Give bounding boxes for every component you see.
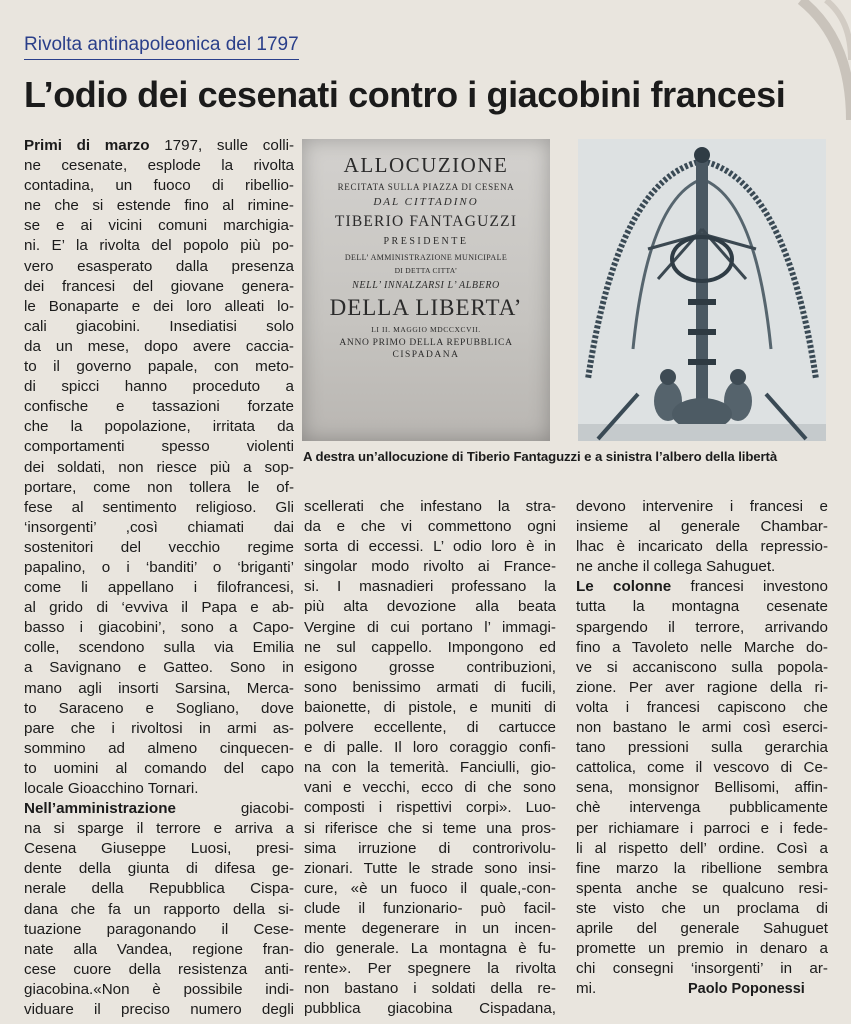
article-kicker: Rivolta antinapoleonica del 1797 — [24, 34, 299, 60]
article-text-line: pubblica giacobina Cispadana, — [304, 1000, 556, 1018]
article-text-line: sostenitori del vecchio regime — [24, 538, 294, 556]
article-text-line: sono benissimo armati di fucili, — [304, 678, 556, 696]
article-text-line: fese al sentimento religioso. Gli — [24, 498, 294, 516]
article-text-line: clude il funzionario- può facil- — [304, 899, 556, 917]
paragraph-lead-continuation: francesi investono — [671, 578, 828, 596]
article-text-line: che la popolazione, irritata da — [24, 418, 294, 436]
allocuzione-line: DELL’ AMMINISTRAZIONE MUNICIPALE — [344, 253, 508, 262]
article-text-line: sima irruzione di controrivolu- — [304, 839, 556, 857]
article-text-line: devono intervenire i francesi e — [576, 498, 828, 515]
article-text-line: ni. E’ la rivolta del popolo più po- — [24, 237, 294, 255]
article-text-line: giacobina.«Non è possibile indi- — [24, 980, 294, 998]
paragraph-lead-continuation: giacobi- — [175, 800, 294, 818]
article-text-line: zione. Per aver ragione della ri- — [576, 678, 828, 696]
article-text-line: come li appellano i filofrancesi, — [24, 579, 294, 597]
article-text-line: tutta la montagna cesenate — [576, 598, 828, 616]
allocuzione-line: DI DETTA CITTA’ — [394, 266, 458, 275]
allocuzione-line: CISPADANA — [392, 350, 460, 360]
allocuzione-line: ALLOCUZIONE — [343, 153, 509, 177]
article-text-line: fine marzo la ribellione sembra — [576, 859, 828, 877]
article-text-line: vero esasperato dalla presenza — [24, 257, 294, 275]
article-text-line — [24, 136, 294, 156]
article-text-line: ste visto che un proclama di — [576, 899, 828, 917]
article-text-line: spenta anche se qualcuno resi- — [576, 879, 828, 897]
liberty-tree-illustration — [578, 139, 826, 441]
article-text-line: papalino, o i ‘banditi’ o ‘briganti’ — [24, 558, 294, 576]
article-text-line: e di palle. Il loro coraggio confi- — [304, 739, 556, 757]
article-text-line: sena, monsignor Bellisomi, affin- — [576, 779, 828, 797]
article-text-line: ‘insorgenti’ ,così chiamati dai — [24, 518, 294, 536]
article-column-3 — [576, 497, 828, 999]
paragraph-lead: Le colonne — [576, 578, 672, 596]
article-text-line: scellerati che infestano la stra- — [304, 498, 556, 515]
article-text-line: pare che i rivoltosi in armi as- — [24, 719, 294, 737]
article-text-line: al grido di ‘evviva il Papa e ab- — [24, 599, 294, 617]
article-text-line: Vergine di cui portano l’ immagi- — [304, 618, 556, 636]
allocuzione-line: DAL CITTADINO — [373, 196, 479, 208]
article-column-2 — [304, 497, 556, 1019]
article-text-line: di spicci hanno proceduto a — [24, 378, 294, 396]
article-headline: L’odio dei cesenati contro i giacobini francesi — [24, 74, 786, 115]
article-text-line: to uomini al comando del capo — [24, 759, 294, 777]
allocuzione-line: RECITATA SULLA PIAZZA DI CESENA — [337, 182, 515, 192]
article-text-line: lhac è incaricato della repressio- — [576, 538, 828, 556]
article-text-line: sommino ad almeno cinquecen- — [24, 739, 294, 757]
article-text-line: volta i francesi capiscono che — [576, 698, 828, 716]
article-text-line — [24, 799, 294, 819]
article-text-line: nate alla Vandea, regione fran- — [24, 940, 294, 958]
article-text-line: na con la temerità. Fanciulli, gio- — [304, 759, 556, 777]
allocuzione-document-photo — [302, 139, 550, 441]
article-text-line: esigono grosse contribuzioni, — [304, 658, 556, 676]
article-text-line: se e ai vicini comuni marchigia- — [24, 217, 294, 235]
article-text-line: per richiamare i parroci e i fede- — [576, 819, 828, 837]
article-text-line: mano agli insorti Sarsina, Merca- — [24, 679, 294, 697]
article-text-line: ne che si estende fino al rimine- — [24, 197, 294, 215]
article-text-line: più alta devozione alla beata — [304, 598, 556, 616]
article-text-line: nerale della Repubblica Cispa- — [24, 880, 294, 898]
article-text-line: chi consegni ‘insorgenti’ in ar- — [576, 960, 828, 978]
article-text-line: basso i giacobini’, sono a Capo- — [24, 619, 294, 637]
article-text-line: non bastano i soldati della re- — [304, 980, 556, 998]
article-text-line: dei soldati, non riesce più a sop- — [24, 458, 294, 476]
article-text-line: ne sul cappello. Impongono ed — [304, 638, 556, 656]
article-text-line: dente della giunta di difesa ge- — [24, 860, 294, 878]
article-text-line: cese cuore della resistenza anti- — [24, 960, 294, 978]
paragraph-lead: Primi di marzo — [24, 137, 150, 154]
article-text-line: polvere eccellente, di cartucce — [304, 719, 556, 737]
article-text-line: ve si accaniscono sulla popola- — [576, 658, 828, 676]
paragraph-lead: Nell’amministrazione — [24, 800, 176, 818]
allocuzione-line: LI II. MAGGIO MDCCXCVII. — [371, 325, 481, 334]
article-text-line: singolar modo rivolto ai France- — [304, 558, 556, 576]
article-text-line: sorta di eccessi. L’ odio loro è in — [304, 538, 556, 556]
article-text-line: aprile del generale Sahuguet — [576, 919, 828, 937]
article-text-line: cure, «è un fuoco il quale,-con- — [304, 879, 556, 897]
article-text-line: promette un premio in denaro a — [576, 940, 828, 958]
article-column-1 — [24, 136, 294, 1020]
article-text-line: to Saraceno e Sogliano, dove — [24, 699, 294, 717]
article-text-line: da un mese, dopo avere caccia- — [24, 337, 294, 355]
article-text-line: mente degenerare in un incen- — [304, 919, 556, 937]
article-text-line: zionari. Tutte le strade sono insi- — [304, 859, 556, 877]
article-text-line: cattolica, come il vescovo di Ce- — [576, 759, 828, 777]
article-text-line: comportamenti spesso violenti — [24, 438, 294, 456]
article-text-line: colle, scendono sulla via Emilia — [24, 639, 294, 657]
article-text-line: si riferisce che si teme una pros- — [304, 819, 556, 837]
allocuzione-line: PRESIDENTE — [383, 236, 469, 247]
article-text-line: confische e tassazioni forzate — [24, 398, 294, 416]
article-text-line: composti i rispettivi corpi». Luo- — [304, 799, 556, 817]
paragraph-lead-continuation: 1797, sulle colli- — [149, 137, 294, 154]
photo-caption: A destra un’allocuzione di Tiberio Fantaguzzi e a sinistra l’albero della libertà — [303, 449, 778, 464]
article-text-line: non bastano le armi così eserci- — [576, 719, 828, 737]
article-text-line: tano pressioni sulla gerarchia — [576, 739, 828, 757]
article-text-line: a Savignano e Gatteo. Sono in — [24, 659, 294, 677]
allocuzione-line: DELLA LIBERTA’ — [329, 295, 523, 320]
allocuzione-line: ANNO PRIMO DELLA REPUBBLICA — [339, 338, 513, 348]
article-text-line: rente». Per spegnere la rivolta — [304, 960, 556, 978]
article-text-line: Cesena Giuseppe Luosi, presi- — [24, 840, 294, 858]
article-text-line: dei francesi del giovane genera- — [24, 277, 294, 295]
article-text-line: vani e vecchi, ecco di che sono — [304, 779, 556, 797]
article-text-line: le Bonaparte e dei loro alleati lo- — [24, 297, 294, 315]
article-text-line: cali giacobini. Insediatisi solo — [24, 317, 294, 335]
article-text-line: fino a Tavoleto nelle Marche do- — [576, 638, 828, 656]
article-text-line: li al rispetto dell’ ordine. Così a — [576, 839, 828, 857]
article-text-line: dio generale. La montagna è fu- — [304, 940, 556, 958]
article-text-line: na si sparge il terrore e arriva a — [24, 820, 294, 838]
article-text-line: mi. — [576, 980, 597, 998]
article-text-line — [576, 577, 828, 597]
article-text-line: si. I masnadieri professano la — [304, 578, 556, 596]
article-text-line: portare, come non tollera le of- — [24, 478, 294, 496]
article-text-line: insieme al generale Chambar- — [576, 518, 828, 536]
article-text-line: viduare il preciso numero degli — [24, 1001, 294, 1019]
article-text-line: to il governo papale, con meto- — [24, 358, 294, 376]
albero-della-liberta-engraving — [578, 139, 826, 441]
article-text-line: ne anche il collega Sahuguet. — [576, 558, 776, 576]
article-text-line: da e che vi commettono ogni — [304, 518, 556, 536]
article-text-line: tuazione paragonando il Cese- — [24, 920, 294, 938]
article-text-line: contadina, un fuoco di ribellio- — [24, 177, 294, 195]
allocuzione-line: TIBERIO FANTAGUZZI — [334, 213, 518, 230]
article-text-line: ne cesenate, esplode la rivolta — [24, 157, 294, 175]
article-text-line: spargendo il terrore, arrivando — [576, 618, 828, 636]
article-byline: Paolo Poponessi — [688, 981, 805, 997]
allocuzione-line: NELL’ INNALZARSI L’ ALBERO — [352, 280, 500, 291]
article-text-line: chè intervenga pubblicamente — [576, 799, 828, 817]
article-text-line: dana che fa un rapporto della si- — [24, 900, 294, 918]
article-text-line: locale Gioacchino Tornari. — [24, 780, 199, 797]
article-text-line: baionette, di pistole, e muniti di — [304, 698, 556, 716]
